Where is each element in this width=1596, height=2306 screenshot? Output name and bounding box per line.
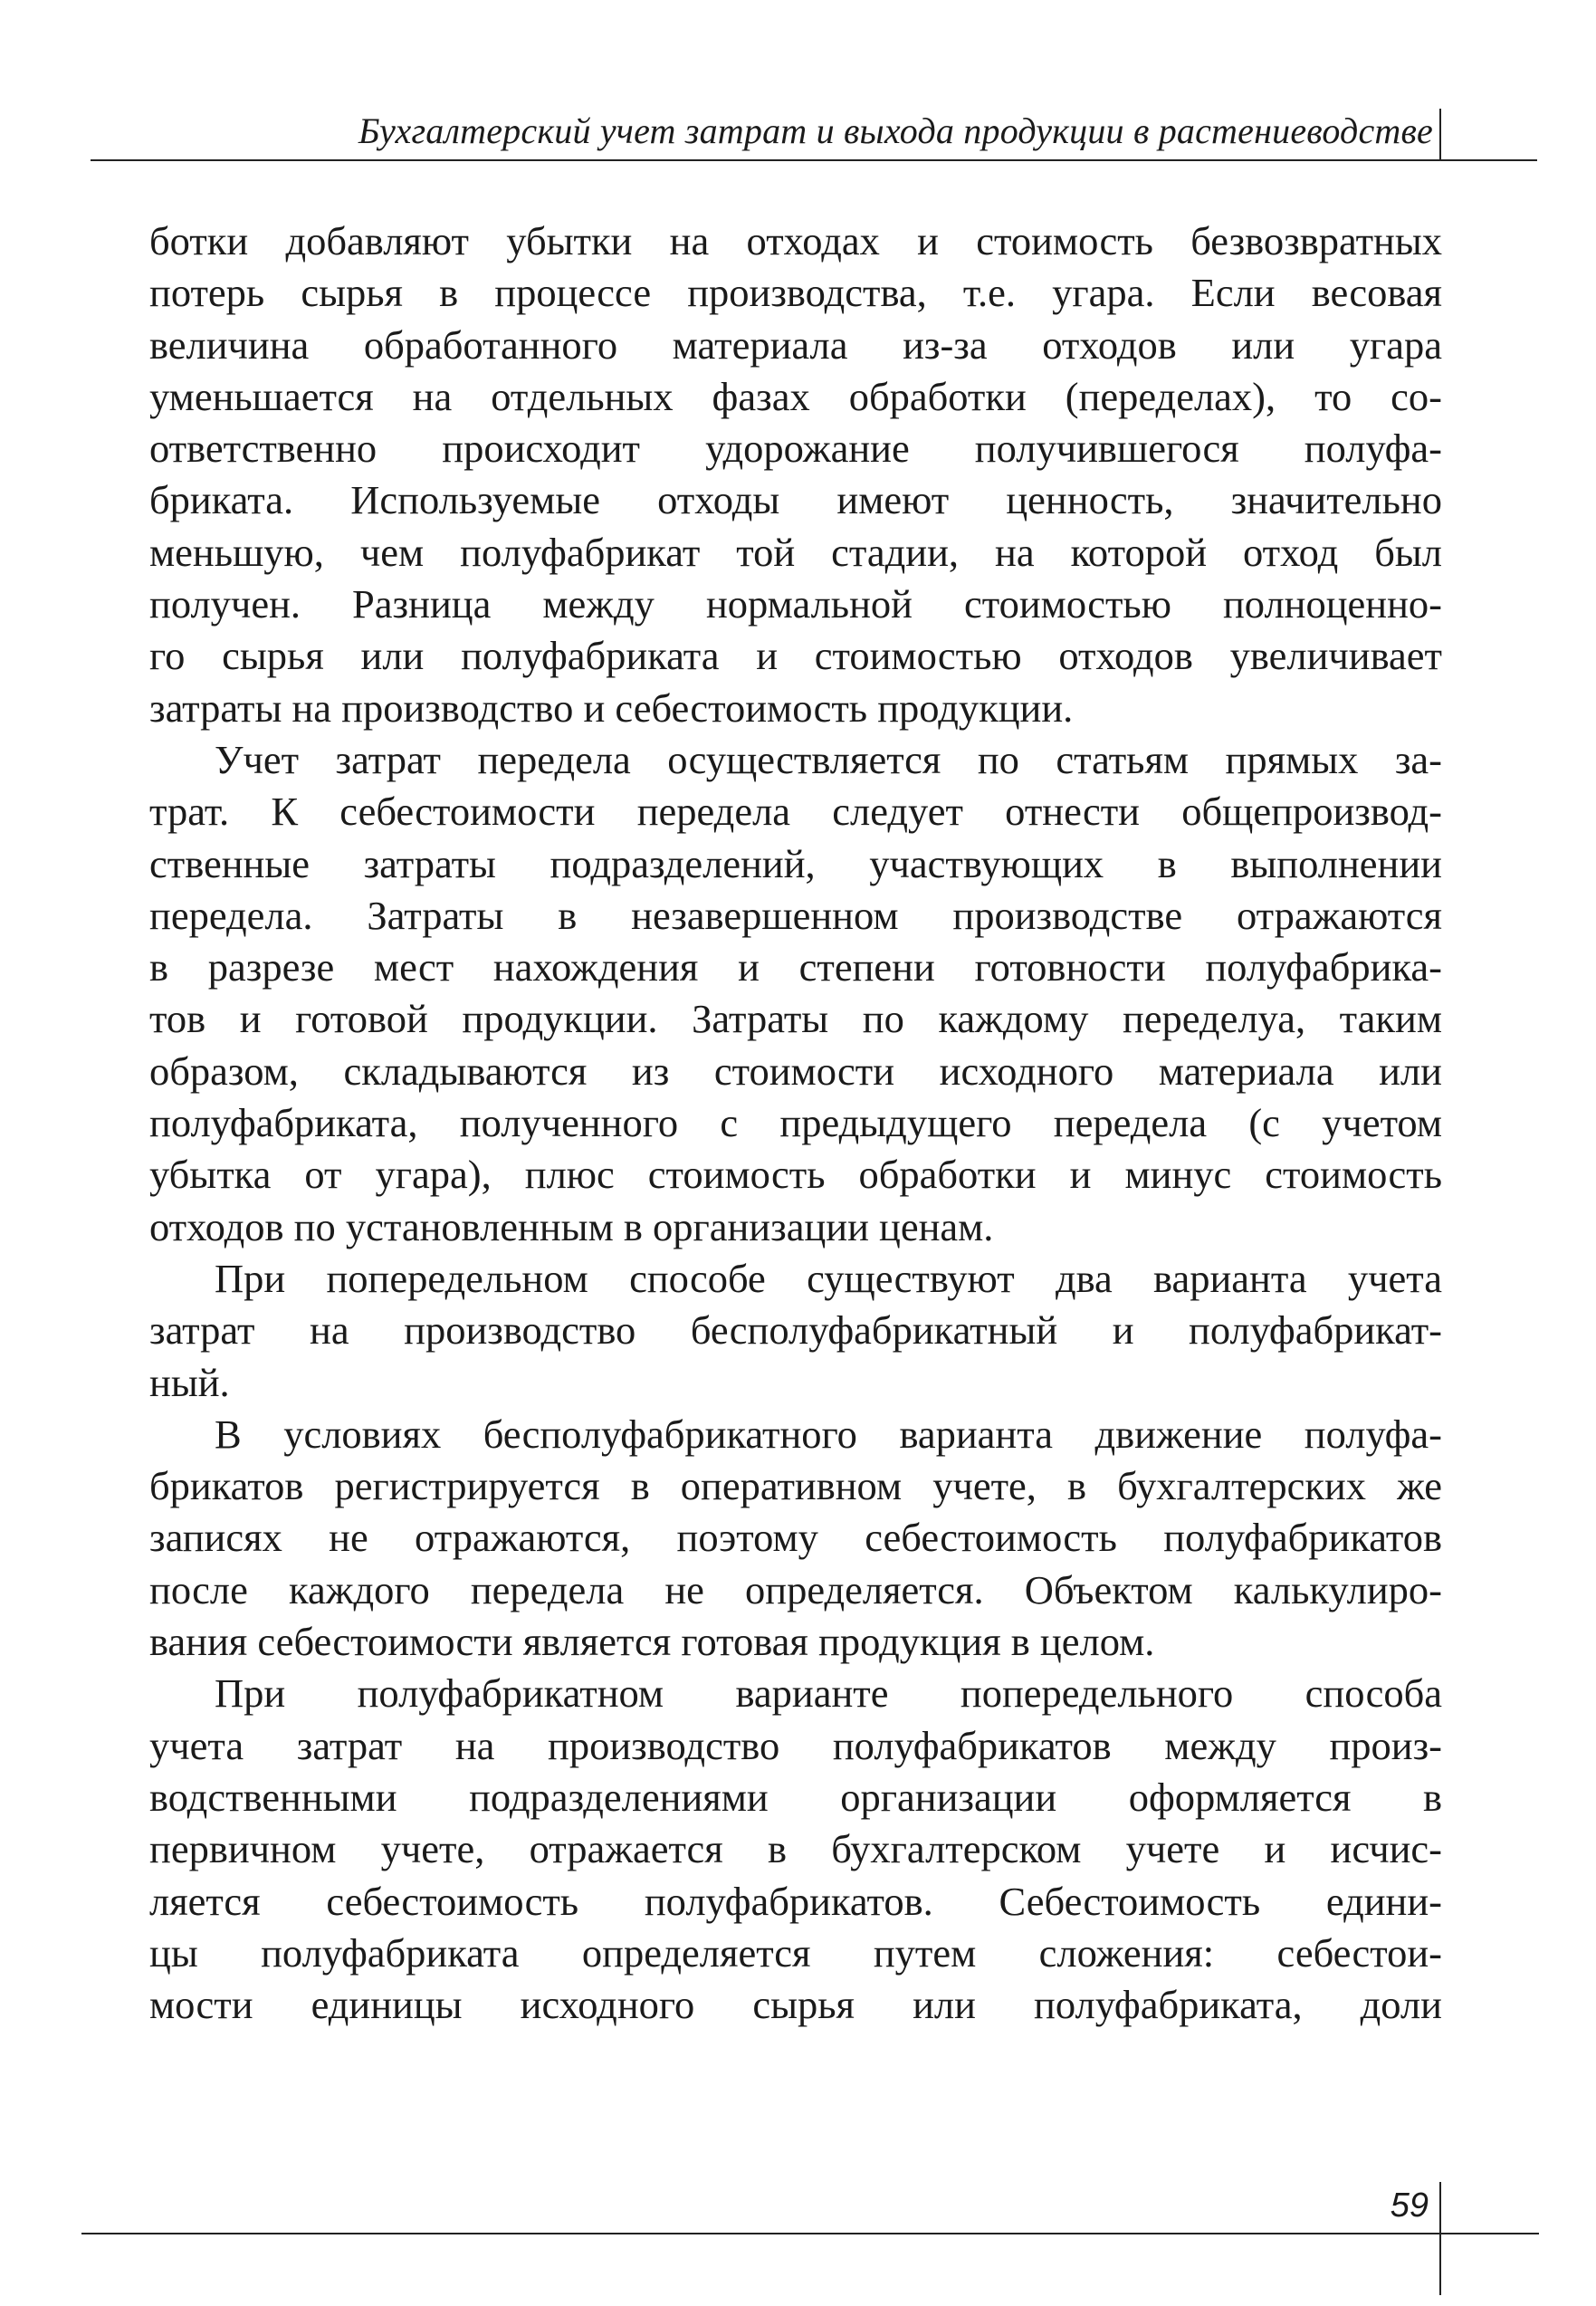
text-line: бриката. Используемые отходы имеют ценность, значительно xyxy=(149,477,1442,523)
header-corner-mark xyxy=(1439,109,1441,161)
text-line: брикатов регистрируется в оперативном учете, в бухгалтерских же xyxy=(149,1463,1442,1509)
text-line: учета затрат на производство полуфабрикатов между произ- xyxy=(149,1722,1442,1768)
text-line: го сырья или полуфабриката и стоимостью отходов увеличивает xyxy=(149,633,1442,679)
footer-corner-mark xyxy=(1439,2182,1441,2295)
text-line: после каждого передела не определяется. Объектом калькулиро- xyxy=(149,1566,1442,1612)
header-rule xyxy=(91,159,1537,161)
text-line: уменьшается на отдельных фазах обработки (переделах), то со- xyxy=(149,373,1442,419)
text-line: первичном учете, отражается в бухгалтерском учете и исчис- xyxy=(149,1826,1442,1872)
text-line: отходов по установленным в организации ценам. xyxy=(149,1203,994,1249)
page-number: 59 xyxy=(1390,2186,1429,2225)
text-line: образом, складываются из стоимости исходного материала или xyxy=(149,1048,1442,1094)
text-line: мости единицы исходного сырья или полуфабриката, доли xyxy=(149,1982,1442,2028)
text-line: цы полуфабриката определяется путем сложения: себестои- xyxy=(149,1929,1442,1976)
text-line: При полуфабрикатном варианте попередельного способа xyxy=(215,1670,1442,1717)
text-line: ботки добавляют убытки на отходах и стоимость безвозвратных xyxy=(149,218,1442,263)
text-line: получен. Разница между нормальной стоимостью полноценно- xyxy=(149,581,1442,627)
text-line: Учет затрат передела осуществляется по статьям прямых за- xyxy=(215,736,1442,782)
footer-rule xyxy=(81,2233,1539,2234)
text-line: тов и готовой продукции. Затраты по каждому переделуа, таким xyxy=(149,996,1442,1042)
text-line: ляется себестоимость полуфабрикатов. Себестоимость едини- xyxy=(149,1878,1442,1924)
text-line: потерь сырья в процессе производства, т.е. угара. Если весовая xyxy=(149,270,1442,316)
text-line: записях не отражаются, поэтому себестоимость полуфабрикатов xyxy=(149,1515,1442,1561)
text-line: меньшую, чем полуфабрикат той стадии, на которой отход был xyxy=(149,529,1442,575)
text-line: вания себестоимости является готовая продукция в целом. xyxy=(149,1619,1155,1665)
text-line: ственные затраты подразделений, участвующих в выполнении xyxy=(149,840,1442,886)
body-text xyxy=(149,215,1442,2031)
text-line: полуфабриката, полученного с предыдущего передела (с учетом xyxy=(149,1100,1442,1146)
text-line: ответственно происходит удорожание получившегося полуфа- xyxy=(149,426,1442,472)
text-line: убытка от угара), плюс стоимость обработки и минус стоимость xyxy=(149,1152,1442,1198)
text-line: ный. xyxy=(149,1359,230,1405)
text-line: При попередельном способе существуют два варианта учета xyxy=(215,1255,1442,1301)
text-line: затрат на производство бесполуфабрикатный и полуфабрикат- xyxy=(149,1307,1442,1354)
text-line: В условиях бесполуфабрикатного варианта движение полуфа- xyxy=(215,1411,1442,1457)
text-line: водственными подразделениями организации оформляется в xyxy=(149,1774,1442,1820)
text-line: в разрезе мест нахождения и степени готовности полуфабрика- xyxy=(149,944,1442,990)
text-line: передела. Затраты в незавершенном производстве отражаются xyxy=(149,892,1442,938)
running-header: Бухгалтерский учет затрат и выхода продукции в растениеводстве xyxy=(358,110,1433,151)
text-line: величина обработанного материала из-за отходов или угара xyxy=(149,321,1442,368)
text-line: трат. К себестоимости передела следует отнести общепроизвод- xyxy=(149,789,1442,835)
text-line: затраты на производство и себестоимость продукции. xyxy=(149,684,1074,731)
